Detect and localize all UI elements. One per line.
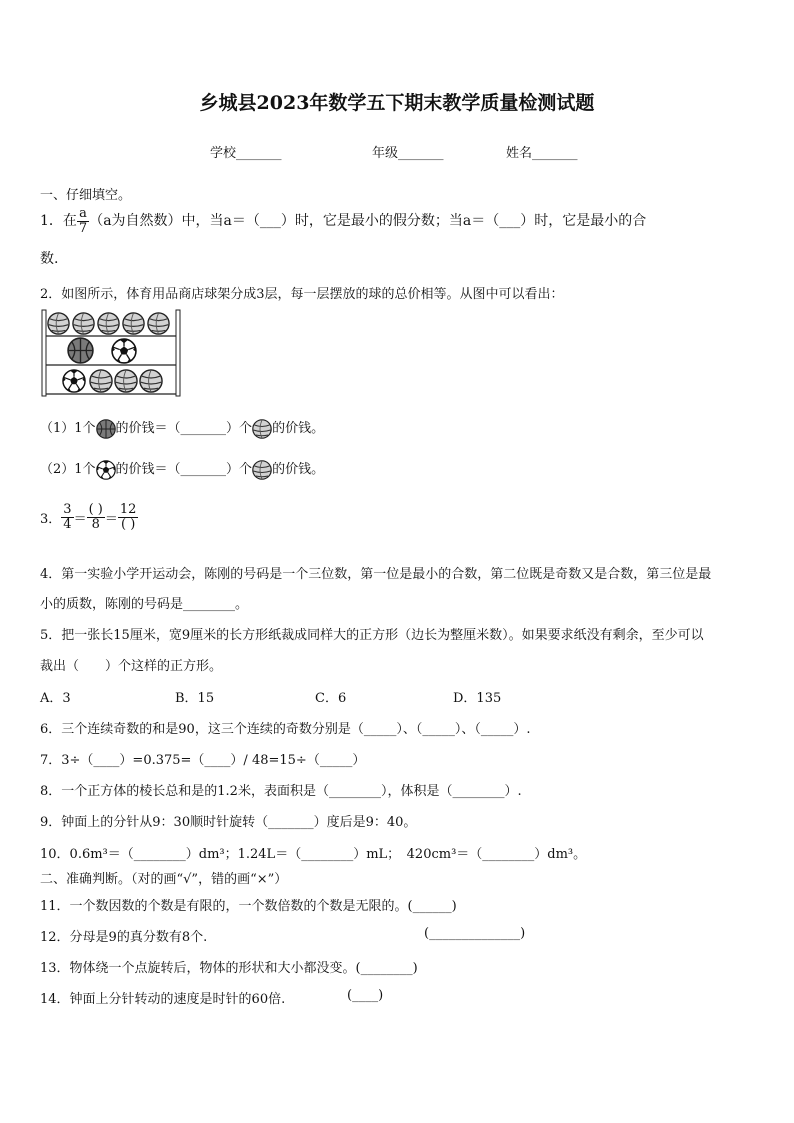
- q2-sub-1: [40, 418, 324, 440]
- q2-sub1-prefix: （1）1个: [40, 421, 96, 436]
- soccer-ball-icon: [63, 370, 85, 392]
- basketball-icon: [68, 338, 93, 363]
- question-7: 7．3÷（____）=0.375=（____）/ 48=15÷（_____）: [40, 753, 366, 768]
- q2-sub-2: [40, 459, 324, 481]
- name-field[interactable]: 姓名_______: [506, 146, 578, 161]
- page-title: 乡城县2023年数学五下期末教学质量检测试题: [199, 92, 595, 114]
- volleyball-icon: [48, 313, 69, 334]
- basketball-icon: [96, 419, 116, 439]
- grade-field[interactable]: 年级_______: [372, 146, 444, 161]
- q1-continuation: 数.: [40, 251, 59, 267]
- q2-sub2-prefix: （2）1个: [40, 462, 96, 477]
- volleyball-icon: [148, 313, 169, 334]
- question-3: [40, 503, 138, 532]
- q3-f1-num: 3: [63, 502, 72, 517]
- q2-sub1-middle: 的价钱＝（_______）个: [115, 421, 253, 436]
- question-9: 9．钟面上的分针从9：30顺时针旋转（_______）度后是9：40。: [40, 815, 417, 830]
- q3-equals-1: ＝: [73, 512, 87, 527]
- soccer-ball-icon: [96, 460, 116, 480]
- volleyball-icon: [123, 313, 144, 334]
- volleyball-icon: [252, 460, 272, 480]
- q3-f1-den: 4: [63, 517, 72, 532]
- q3-f2-num[interactable]: ( ): [88, 502, 103, 517]
- section-heading-1: 一、仔细填空。: [40, 188, 132, 203]
- q1-frac-den: 7: [78, 220, 88, 236]
- question-5-line-2: 裁出（ ）个这样的正方形。: [40, 659, 223, 674]
- q5-option-c[interactable]: C．6: [315, 691, 347, 706]
- q2-sub1-suffix: 的价钱。: [272, 421, 325, 436]
- question-4-line-1: 4．第一实验小学开运动会，陈刚的号码是一个三位数，第一位是最小的合数，第二位既是奇数又是合数，第三位是最: [40, 567, 712, 582]
- question-12: 12．分母是9的真分数有8个.: [40, 930, 208, 945]
- question-1: [40, 206, 646, 236]
- q3-f3-den[interactable]: ( ): [121, 517, 136, 532]
- volleyball-icon: [140, 370, 162, 392]
- q3-f2-den: 8: [91, 517, 100, 532]
- q5-option-d[interactable]: D．135: [453, 691, 502, 706]
- volleyball-icon: [98, 313, 119, 334]
- q5-option-a[interactable]: A．3: [40, 691, 71, 706]
- q3-fraction-3: [118, 503, 139, 532]
- question-8: 8．一个正方体的棱长总和是的1.2米，表面积是（________），体积是（________）.: [40, 784, 522, 799]
- question-6: 6．三个连续奇数的和是90，这三个连续的奇数分别是（_____）、（_____）、（_____）.: [40, 722, 531, 737]
- q2-sub2-middle: 的价钱＝（_______）个: [115, 462, 253, 477]
- q1-fraction: [77, 207, 89, 236]
- q3-fraction-1: [61, 503, 73, 532]
- question-13: 13．物体绕一个点旋转后，物体的形状和大小都没变。(________): [40, 961, 418, 976]
- q3-fraction-2: [87, 503, 105, 532]
- q3-equals-2: ＝: [104, 512, 118, 527]
- q12-answer-blank[interactable]: (______________): [424, 926, 526, 941]
- soccer-ball-icon: [112, 339, 136, 363]
- question-5-line-1: 5．把一张长15厘米，宽9厘米的长方形纸裁成同样大的正方形（边长为整厘米数）。如果要求纸没有剩余，至少可以: [40, 628, 704, 643]
- school-field[interactable]: 学校_______: [210, 146, 282, 161]
- volleyball-icon: [73, 313, 94, 334]
- question-4-line-2: 小的质数，陈刚的号码是________。: [40, 597, 249, 612]
- question-2: 2．如图所示，体育用品商店球架分成3层，每一层摆放的球的总价相等。从图中可以看出：: [40, 287, 564, 302]
- q1-text: （a为自然数）中，当a＝（___）时，它是最小的假分数；当a＝（___）时，它是最小的合: [89, 213, 647, 229]
- volleyball-icon: [90, 370, 112, 392]
- q2-sub2-suffix: 的价钱。: [272, 462, 325, 477]
- question-10: 10．0.6m³＝（________）dm³；1.24L＝（________）mL； 420cm³＝（________）dm³。: [40, 847, 587, 862]
- q1-number: 1．在: [40, 213, 77, 229]
- section-heading-2: 二、准确判断。（对的画“√”，错的画“×”）: [40, 872, 288, 887]
- q3-f3-num: 12: [119, 502, 137, 517]
- question-11: 11．一个数因数的个数是有限的，一个数倍数的个数是无限的。(______): [40, 899, 457, 914]
- question-14: 14．钟面上分针转动的速度是时针的60倍.: [40, 992, 286, 1007]
- volleyball-icon: [252, 419, 272, 439]
- q5-option-b[interactable]: B．15: [175, 691, 215, 706]
- q14-answer-blank[interactable]: (____): [347, 988, 384, 1003]
- q1-frac-num: a: [77, 207, 89, 222]
- q3-number: 3．: [40, 512, 62, 527]
- volleyball-icon: [115, 370, 137, 392]
- ball-rack-figure: [40, 308, 182, 398]
